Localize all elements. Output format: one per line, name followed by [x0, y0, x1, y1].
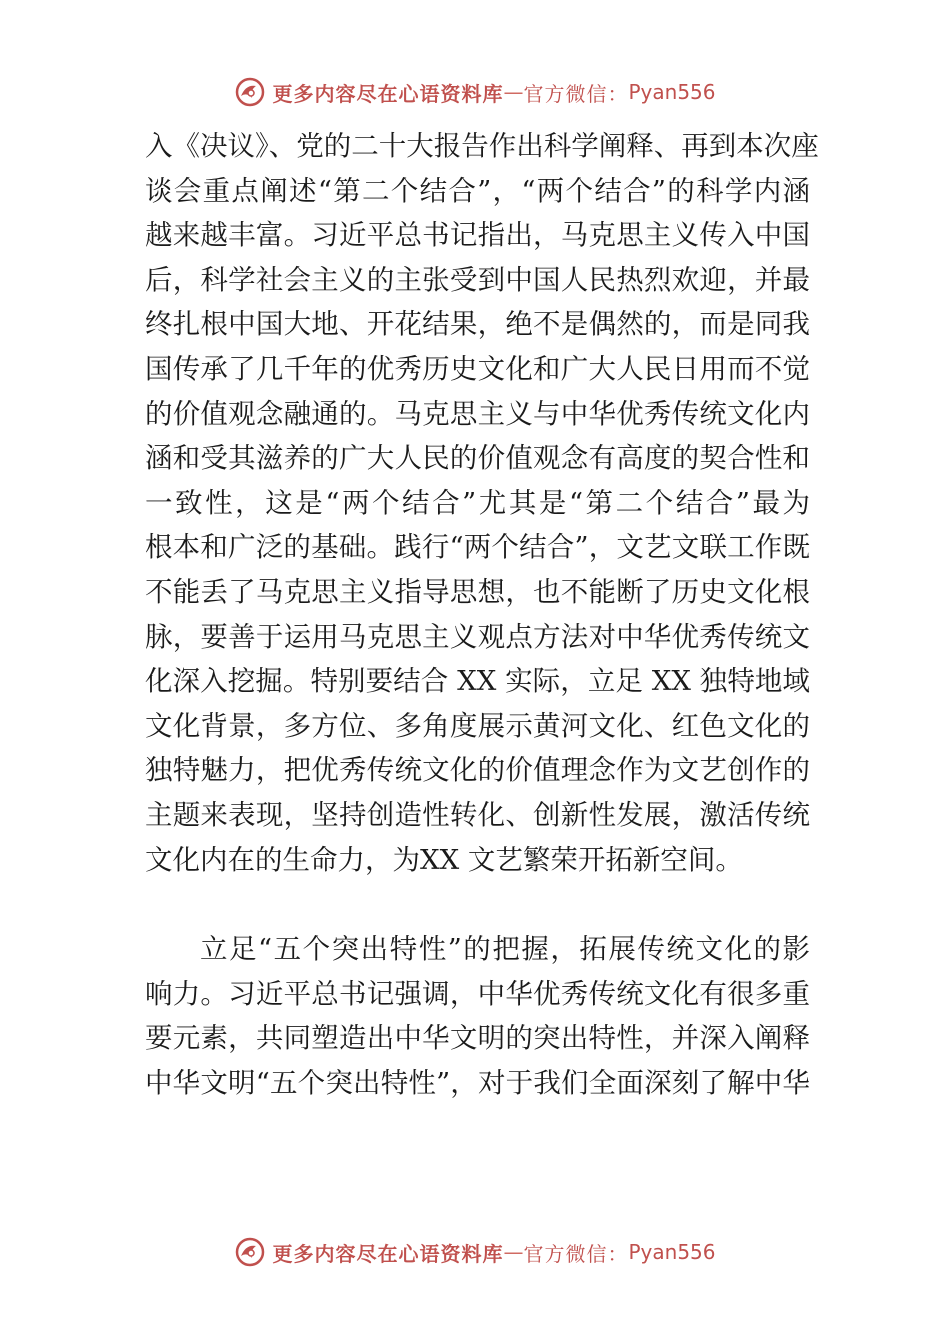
text-line: 的价值观念融通的。马克思主义与中华优秀传统文化内 — [145, 397, 810, 430]
text-line: 化深入挖掘。特别要结合 XX 实际，立足 XX 独特地域 — [145, 665, 810, 698]
banner-separator: — — [503, 1240, 524, 1264]
footer-banner — [0, 1232, 950, 1272]
text-line: 中华文明“五个突出特性”，对于我们全面深刻了解中华 — [145, 1066, 810, 1099]
paragraph-1 — [145, 124, 819, 882]
banner-wechat-id: Pyan556 — [628, 80, 716, 104]
text-line: 越来越丰富。习近平总书记指出，马克思主义传入中国 — [145, 219, 810, 252]
text-line: 文化背景，多方位、多角度展示黄河文化、红色文化的 — [145, 709, 810, 742]
text-line: 一致性，这是“两个结合”尤其是“第二个结合”最为 — [145, 486, 810, 519]
text-line: 要元素，共同塑造出中华文明的突出特性，并深入阐释 — [145, 1022, 810, 1055]
header-banner — [0, 72, 950, 112]
paragraph-2 — [145, 927, 810, 1105]
text-line: 根本和广泛的基础。践行“两个结合”，文艺文联工作既 — [145, 531, 810, 564]
paragraph-gap — [145, 882, 810, 927]
banner-slogan: 更多内容尽在心语资料库 — [272, 81, 504, 106]
text-line: 后，科学社会主义的主张受到中国人民热烈欢迎，并最 — [145, 263, 810, 296]
text-line: 立足“五个突出特性”的把握，拓展传统文化的影 — [200, 933, 810, 966]
text-line: 文化内在的生命力，为XX 文艺繁荣开拓新空间。 — [145, 843, 743, 876]
banner-separator: — — [503, 80, 524, 104]
banner-wechat-id: Pyan556 — [628, 1240, 716, 1264]
text-line: 独特魅力，把优秀传统文化的价值理念作为文艺创作的 — [145, 754, 810, 787]
text-line: 终扎根中国大地、开花结果，绝不是偶然的，而是同我 — [145, 308, 810, 341]
text-line: 不能丢了马克思主义指导思想，也不能断了历史文化根 — [145, 575, 810, 608]
banner-wechat-label: 官方微信： — [523, 1241, 629, 1266]
banner-slogan: 更多内容尽在心语资料库 — [272, 1241, 504, 1266]
text-line: 主题来表现，坚持创造性转化、创新性发展，激活传统 — [145, 798, 810, 831]
text-line: 入《决议》、党的二十大报告作出科学阐释、再到本次座 — [145, 130, 819, 162]
text-line: 谈会重点阐述“第二个结合”，“两个结合”的科学内涵 — [145, 174, 810, 207]
text-line: 涵和受其滋养的广大人民的价值观念有高度的契合性和 — [145, 442, 810, 475]
document-body — [145, 124, 819, 1105]
red-swirl-logo-icon — [234, 1236, 266, 1268]
red-swirl-logo-icon — [234, 76, 266, 108]
text-line: 响力。习近平总书记强调，中华优秀传统文化有很多重 — [145, 977, 810, 1010]
text-line: 脉，要善于运用马克思主义观点方法对中华优秀传统文 — [145, 620, 810, 653]
banner-wechat-label: 官方微信： — [523, 81, 629, 106]
text-line: 国传承了几千年的优秀历史文化和广大人民日用而不觉 — [145, 352, 810, 385]
